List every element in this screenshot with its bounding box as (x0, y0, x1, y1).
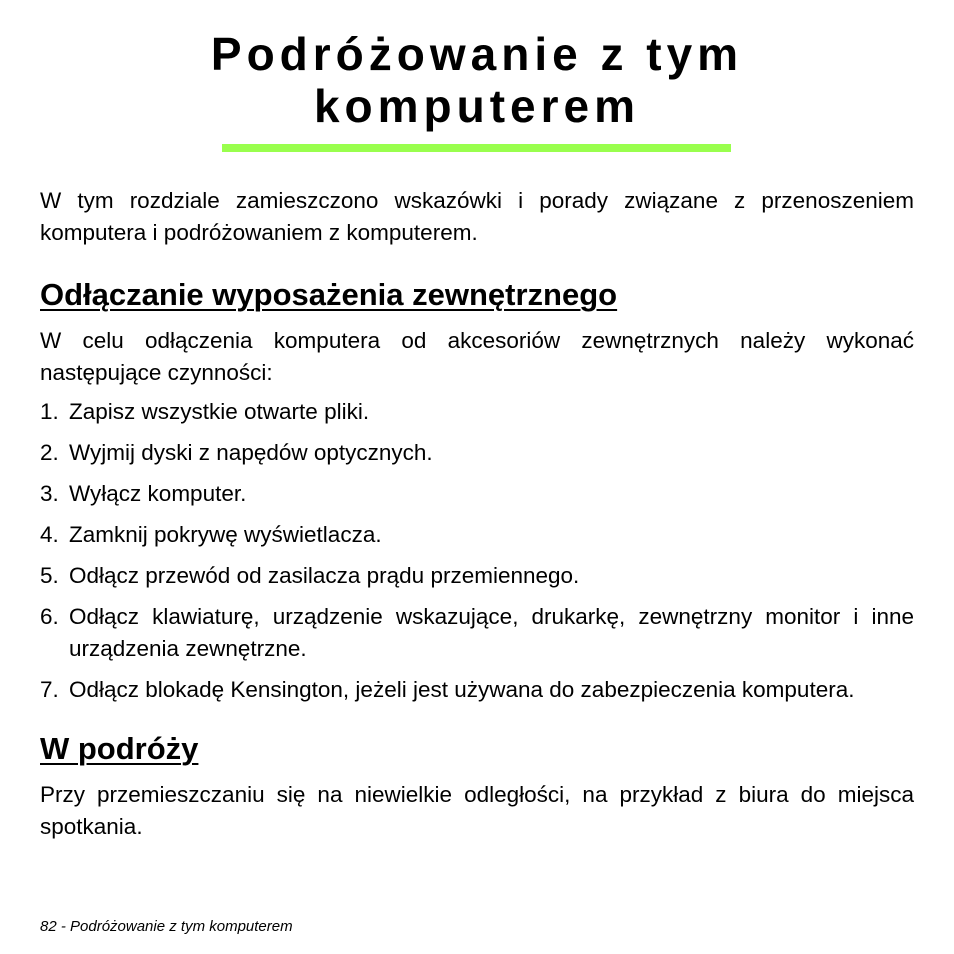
list-item (40, 560, 914, 592)
step-text: Odłącz blokadę Kensington, jeżeli jest używana do zabezpieczenia komputera. (69, 677, 855, 702)
step-number: 4. (40, 522, 59, 547)
step-text: Odłącz przewód od zasilacza prądu przemiennego. (69, 563, 580, 588)
list-item (40, 674, 914, 706)
list-item (40, 437, 914, 469)
step-number: 3. (40, 481, 59, 506)
step-number: 7. (40, 677, 59, 702)
list-item (40, 601, 914, 665)
list-item (40, 519, 914, 551)
step-text: Zamknij pokrywę wyświetlacza. (69, 522, 382, 547)
section-heading-travel: W podróży (40, 731, 199, 766)
step-text: Odłącz klawiaturę, urządzenie wskazujące, drukarkę, zewnętrzny monitor i inne urządzenia zewnętrzne. (69, 604, 914, 661)
step-number: 5. (40, 563, 59, 588)
intro-paragraph: W tym rozdziale zamieszczono wskazówki i porady związane z przenoszeniem komputera i podróżowaniem z komputerem. (40, 188, 914, 245)
section-heading-disconnect: Odłączanie wyposażenia zewnętrznego (40, 277, 618, 312)
step-number: 1. (40, 399, 59, 424)
step-text: Wyjmij dyski z napędów optycznych. (69, 440, 433, 465)
page-title-line-1: Podróżowanie z tym (210, 28, 744, 80)
step-number: 2. (40, 440, 59, 465)
page-title-line-2: komputerem (313, 80, 641, 132)
title-underline-bar (222, 144, 731, 152)
page-footer: 82 - Podróżowanie z tym komputerem (40, 918, 293, 935)
section-lead-disconnect: W celu odłączenia komputera od akcesoriów zewnętrznych należy wykonać następujące czynności: (40, 328, 914, 385)
step-number: 6. (40, 604, 59, 629)
page-title (0, 28, 954, 132)
section-lead-travel: Przy przemieszczaniu się na niewielkie odległości, na przykład z biura do miejsca spotkania. (40, 782, 914, 839)
steps-list (40, 396, 914, 706)
step-text: Wyłącz komputer. (69, 481, 247, 506)
step-text: Zapisz wszystkie otwarte pliki. (69, 399, 370, 424)
page-content (40, 185, 914, 843)
list-item (40, 396, 914, 428)
list-item (40, 478, 914, 510)
